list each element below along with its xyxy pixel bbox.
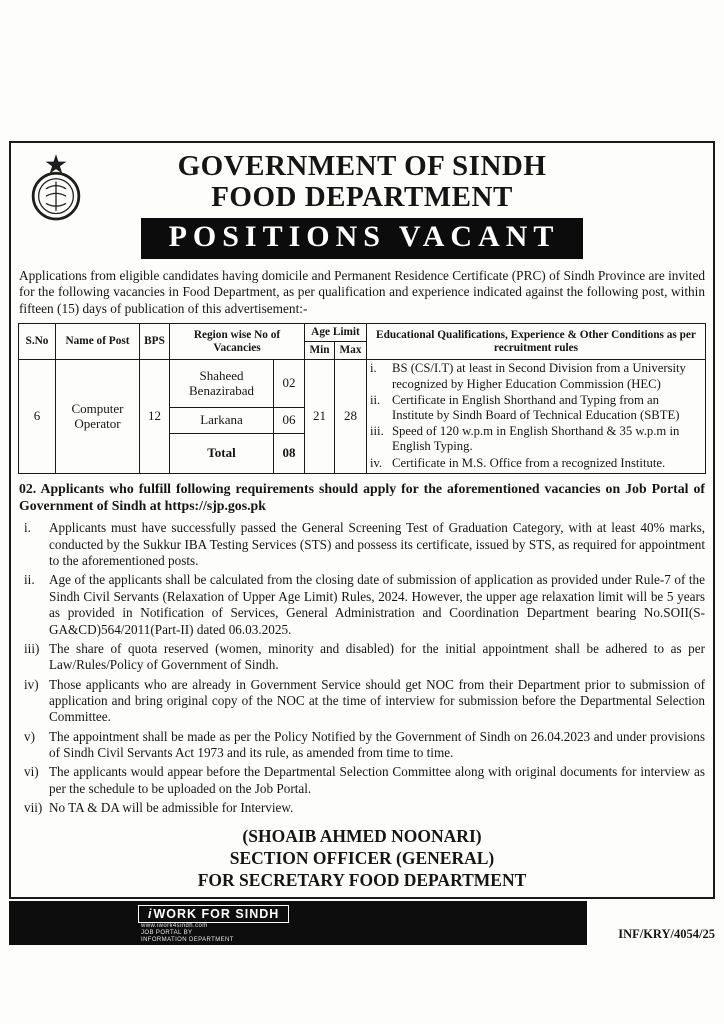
qualification-number: i. xyxy=(370,361,377,376)
cell-sno: 6 xyxy=(19,360,56,474)
condition-number: iii) xyxy=(24,640,40,656)
cell-bps: 12 xyxy=(140,360,170,474)
condition-item xyxy=(19,520,705,569)
cell-region-count: 06 xyxy=(274,407,305,433)
positions-vacant-banner: POSITIONS VACANT xyxy=(141,218,584,258)
work-banner-url: www.iwork4sindh.com xyxy=(141,922,208,929)
work-banner-title-box xyxy=(138,905,289,923)
signature-block xyxy=(18,825,706,891)
qualification-item xyxy=(370,456,702,471)
col-header-bps: BPS xyxy=(140,324,170,360)
condition-item xyxy=(19,729,705,762)
condition-item xyxy=(19,572,705,637)
qualification-item xyxy=(370,424,702,454)
condition-number: vii) xyxy=(24,800,43,816)
condition-number: i. xyxy=(24,520,31,536)
work-banner-subline2: INFORMATION DEPARTMENT xyxy=(141,937,234,944)
footer xyxy=(9,901,715,945)
cell-total-count: 08 xyxy=(274,433,305,473)
apply-instruction xyxy=(19,480,705,514)
condition-item xyxy=(19,677,705,726)
cell-age-min: 21 xyxy=(305,360,335,474)
work-banner-subline1: JOB PORTAL BY xyxy=(141,929,193,936)
intro-paragraph: Applications from eligible candidates having domicile and Permanent Residence Certificate (PRC) of Sindh Province are invited for the following vacancies in Food Department, as per qualification and experience indicated against the following post, within fifteen (15) days of publication of this advertisement:- xyxy=(19,267,705,316)
table-row xyxy=(19,360,706,407)
advertisement-ref-number: INF/KRY/4054/25 xyxy=(618,926,715,941)
vacancy-table-header xyxy=(19,324,706,360)
condition-number: vi) xyxy=(24,764,39,780)
cell-region-count: 02 xyxy=(274,360,305,407)
qualification-text: BS (CS/I.T) at least in Second Division from a University recognized by Higher Education Commission (HEC) xyxy=(392,361,686,391)
condition-text: No TA & DA will be admissible for Interview. xyxy=(49,800,294,816)
cell-region-name: Larkana xyxy=(170,407,274,433)
condition-item xyxy=(19,800,705,816)
condition-text: Those applicants who are already in Government Service should get NOC from their Department prior to submission of application and bring original copy of the NOC at the time of interview for submission before the Departmental Selection Committee. xyxy=(49,676,705,725)
condition-item xyxy=(19,764,705,797)
qualification-text: Certificate in English Shorthand and Typing from an Institute by Sindh Board of Technical Education (SBTE) xyxy=(392,392,680,422)
info-icon: i xyxy=(148,906,153,921)
cell-region-name: Shaheed Benazirabad xyxy=(170,360,274,407)
cell-post-name: Computer Operator xyxy=(56,360,140,474)
condition-text: Age of the applicants shall be calculated from the closing date of submission of application as provided under Rule-7 of the Sindh Civil Servants (Relaxation of Upper Age Limit) Rules, 2024. However, the upper age relaxation limit will be 5 years as provided in Notification of Services, General Administration and Coordination Department bearing No.SOII(S-GA&CD)564/2011(Part-II) dated 06.03.2025. xyxy=(49,572,705,637)
department-title-line1: GOVERNMENT OF SINDH xyxy=(177,150,547,182)
work-for-sindh-banner xyxy=(9,901,587,945)
signatory-title: SECTION OFFICER (GENERAL) xyxy=(229,847,495,868)
qualification-item xyxy=(370,393,702,423)
condition-text: The applicants would appear before the Departmental Selection Committee along with original documents for interview as per the schedule to be uploaded on the Job Portal. xyxy=(49,764,705,796)
vacancy-table xyxy=(18,323,706,474)
cell-total-label: Total xyxy=(170,433,274,473)
work-banner-title: WORK FOR SINDH xyxy=(153,906,280,921)
condition-number: v) xyxy=(24,728,35,744)
work-for-sindh-logo xyxy=(138,905,289,945)
qualification-number: ii. xyxy=(370,392,381,407)
cell-qualifications xyxy=(367,360,706,474)
department-title-line2: FOOD DEPARTMENT xyxy=(211,180,513,213)
col-header-age-min: Min xyxy=(305,342,335,360)
condition-number: iv) xyxy=(24,676,39,692)
qualification-text: Certificate in M.S. Office from a recognized Institute. xyxy=(392,455,666,470)
col-header-age-max: Max xyxy=(335,342,367,360)
qualification-item xyxy=(370,361,702,391)
col-header-sno: S.No xyxy=(19,324,56,360)
condition-number: ii. xyxy=(24,572,35,588)
qualification-number: iii. xyxy=(370,424,384,439)
signatory-department: FOR SECRETARY FOOD DEPARTMENT xyxy=(197,869,527,890)
signatory-name: (SHOAIB AHMED NOONARI) xyxy=(242,825,482,846)
qualification-text: Speed of 120 w.p.m in English Shorthand & 35 w.p.m in English Typing. xyxy=(392,424,680,454)
conditions-list xyxy=(18,520,706,816)
condition-text: Applicants must have successfully passed the General Screening Test of Graduation Category, with at least 40% marks, conducted by the Sukkur IBA Testing Services (STS) and possess its certificate, issued by STS, as required for appointment to the aforementioned posts. xyxy=(49,520,705,569)
col-header-post: Name of Post xyxy=(56,324,140,360)
advertisement-body xyxy=(9,141,715,899)
condition-text: The share of quota reserved (women, minority and disabled) for the initial appointment shall be adhered to as per Law/Rules/Policy of Government of Sindh. xyxy=(49,640,705,673)
job-portal-url: https://sjp.gos.pk xyxy=(164,498,266,514)
qualification-number: iv. xyxy=(370,455,383,470)
col-header-region: Region wise No of Vacancies xyxy=(170,324,305,360)
ad-header xyxy=(18,147,706,261)
apply-instruction-text: 02. Applicants who fulfill following requirements should apply for the aforementioned vacancies on Job Portal of Government of Sindh at xyxy=(19,480,705,514)
col-header-qualifications: Educational Qualifications, Experience & Other Conditions as per recruitment rules xyxy=(367,324,706,360)
col-header-age-limit: Age Limit xyxy=(305,324,367,342)
cell-age-max: 28 xyxy=(335,360,367,474)
condition-text: The appointment shall be made as per the Policy Notified by the Government of Sindh on 26.04.2023 and under provisions of Sindh Civil Servants Act 1973 and its rule, as amended from time to time. xyxy=(49,728,705,761)
condition-item xyxy=(19,641,705,674)
sindh-government-emblem xyxy=(24,151,88,223)
